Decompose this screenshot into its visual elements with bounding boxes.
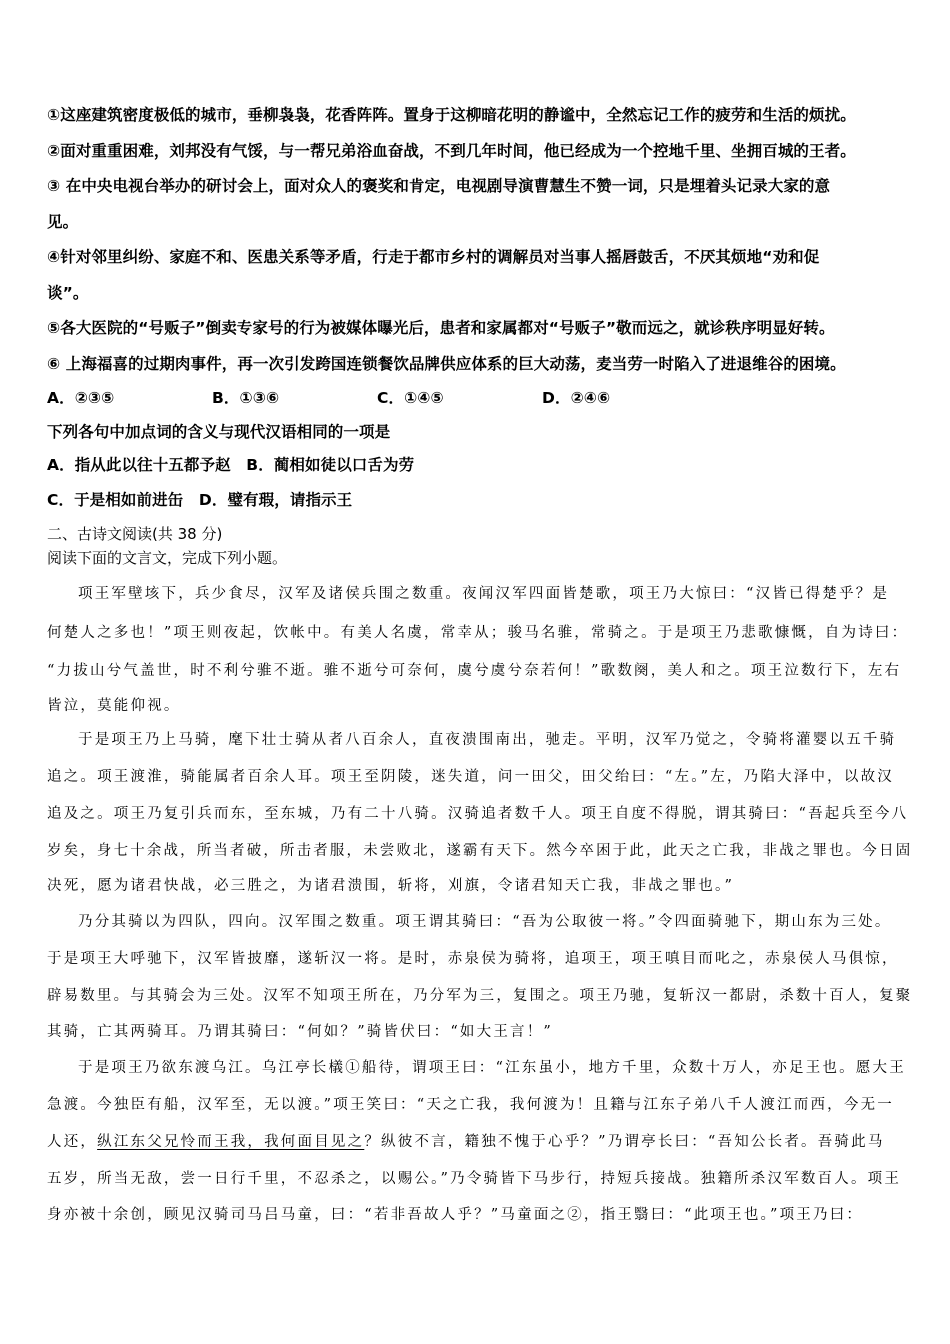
sentence-4-line-1: ④针对邻里纠纷、家庭不和、医患关系等矛盾，行走于都市乡村的调解员对当事人摇唇鼓舌，不厌其烦地“劝和促	[47, 248, 820, 266]
passage-p2-line: 于是项王乃上马骑，麾下壮士骑从者八百余人，直夜溃围南出，驰走。平明，汉军乃觉之，令骑将灌婴以五千骑	[78, 732, 897, 748]
sentence-3-line-1: ③ 在中央电视台举办的研讨会上，面对众人的褒奖和肯定，电视剧导演曹慧生不赞一词，只是埋着头记录大家的意	[47, 177, 831, 195]
passage-p4-line: 急渡。今独臣有船，汉军至，无以渡。”项王笑曰：“天之亡我，我何渡为！且籍与江东子弟八千人渡江而西，今无一	[47, 1097, 894, 1113]
option-b: B．①③⑥	[212, 389, 280, 407]
section-title: 二、古诗文阅读(共 38 分)	[47, 525, 223, 543]
sentence-6: ⑥ 上海福喜的过期肉事件，再一次引发跨国连锁餐饮品牌供应体系的巨大动荡，麦当劳一时陷入了进退维谷的困境。	[47, 355, 846, 373]
option-d: D．②④⑥	[542, 389, 611, 407]
passage-p1-line: 何楚人之多也！”项王则夜起，饮帐中。有美人名虞，常幸从；骏马名骓，常骑之。于是项王乃悲歌慷慨，自为诗曰：	[47, 625, 909, 641]
sentence-4-line-2: 谈”。	[47, 284, 89, 302]
passage-p2-line: 决死，愿为诸君快战，必三胜之，为诸君溃围，斩将，刈旗，令诸君知天亡我，非战之罪也。”	[47, 878, 735, 894]
sentence-5: ⑤各大医院的“号贩子”倒卖专家号的行为被媒体曝光后，患者和家属都对“号贩子”敬而远之，就诊秩序明显好转。	[47, 319, 835, 337]
passage-p4-line: 身亦被十余创，顾见汉骑司马吕马童，曰：“若非吾故人乎？”马童面之②，指王翳曰：“此项王也。”项王乃曰：	[47, 1207, 864, 1223]
option-c: C．①④⑤	[377, 389, 444, 407]
answer-options-row	[47, 386, 610, 408]
option-a: A．②③⑤	[47, 389, 115, 407]
question-2-stem: 下列各句中加点词的含义与现代汉语相同的一项是	[47, 423, 391, 441]
passage-p2-line: 追及之。项王乃复引兵而东，至东城，乃有二十八骑。汉骑追者数千人。项王自度不得脱，谓其骑曰：“吾起兵至今八	[47, 806, 909, 822]
section-instruction: 阅读下面的文言文，完成下列小题。	[47, 549, 288, 567]
passage-p3-line: 乃分其骑以为四队，四向。汉军围之数重。项王谓其骑曰：“吾为公取彼一将。”令四面骑驰下，期山东为三处。	[78, 914, 892, 930]
passage-p1-line: 皆泣，莫能仰视。	[47, 698, 181, 714]
sentence-1: ①这座建筑密度极低的城市，垂柳袅袅，花香阵阵。置身于这柳暗花明的静谧中，全然忘记工作的疲劳和生活的烦扰。	[47, 106, 856, 124]
passage-p4-line: 五岁，所当无敌，尝一日行千里，不忍杀之，以赐公。”乃令骑皆下马步行，持短兵接战。独籍所杀汉军数百人。项王	[47, 1171, 902, 1187]
sentence-3-line-2: 见。	[47, 213, 79, 231]
sentence-2: ②面对重重困难，刘邦没有气馁，与一帮兄弟浴血奋战，不到几年时间，他已经成为一个控地千里、坐拥百城的王者。	[47, 142, 856, 160]
passage-p2-line: 岁矣，身七十余战，所当者破，所击者服，未尝败北，遂霸有天下。然今卒困于此，此天之亡我，非战之罪也。今日固	[47, 843, 913, 859]
question-2-options-line-2: C．于是相如前进缶 D．璧有瑕，请指示王	[47, 491, 353, 509]
passage-text: ？纵彼不言，籍独不愧于心乎？”乃谓亭长曰：“吾知公长者。吾骑此马	[364, 1134, 885, 1150]
passage-p1-line: “力拔山兮气盖世，时不利兮骓不逝。骓不逝兮可奈何，虞兮虞兮奈若何！”歌数阕，美人和之。项王泣数行下，左右	[47, 663, 902, 679]
passage-p4-line: 于是项王乃欲东渡乌江。乌江亭长檥①船待，谓项王曰：“江东虽小，地方千里，众数十万人，亦足王也。愿大王	[78, 1060, 906, 1076]
passage-p3-line: 于是项王大呼驰下，汉军皆披靡，遂斩汉一将。是时，赤泉侯为骑将，追项王，项王嗔目而叱之，赤泉侯人马俱惊，	[47, 951, 899, 967]
passage-p3-line: 其骑，亡其两骑耳。乃谓其骑曰：“何如？”骑皆伏曰：“如大王言！”	[47, 1024, 554, 1040]
passage-text: 人还，	[47, 1134, 98, 1150]
passage-p4-line-with-underline	[47, 1130, 885, 1151]
underlined-sentence: 纵江东父兄怜而王我，我何面目见之	[97, 1134, 365, 1150]
question-2-options-line-1: A．指从此以往十五都予赵 B．蔺相如徒以口舌为劳	[47, 456, 415, 474]
passage-p1-line: 项王军壁垓下，兵少食尽，汉军及诸侯兵围之数重。夜闻汉军四面皆楚歌，项王乃大惊曰：“汉皆已得楚乎？是	[78, 586, 890, 602]
passage-p2-line: 追之。项王渡淮，骑能属者百余人耳。项王至阴陵，迷失道，问一田父，田父绐曰：“左。”左，乃陷大泽中，以故汉	[47, 769, 894, 785]
passage-p3-line: 辟易数里。与其骑会为三处。汉军不知项王所在，乃分军为三，复围之。项王乃驰，复斩汉一都尉，杀数十百人，复聚	[47, 988, 913, 1004]
